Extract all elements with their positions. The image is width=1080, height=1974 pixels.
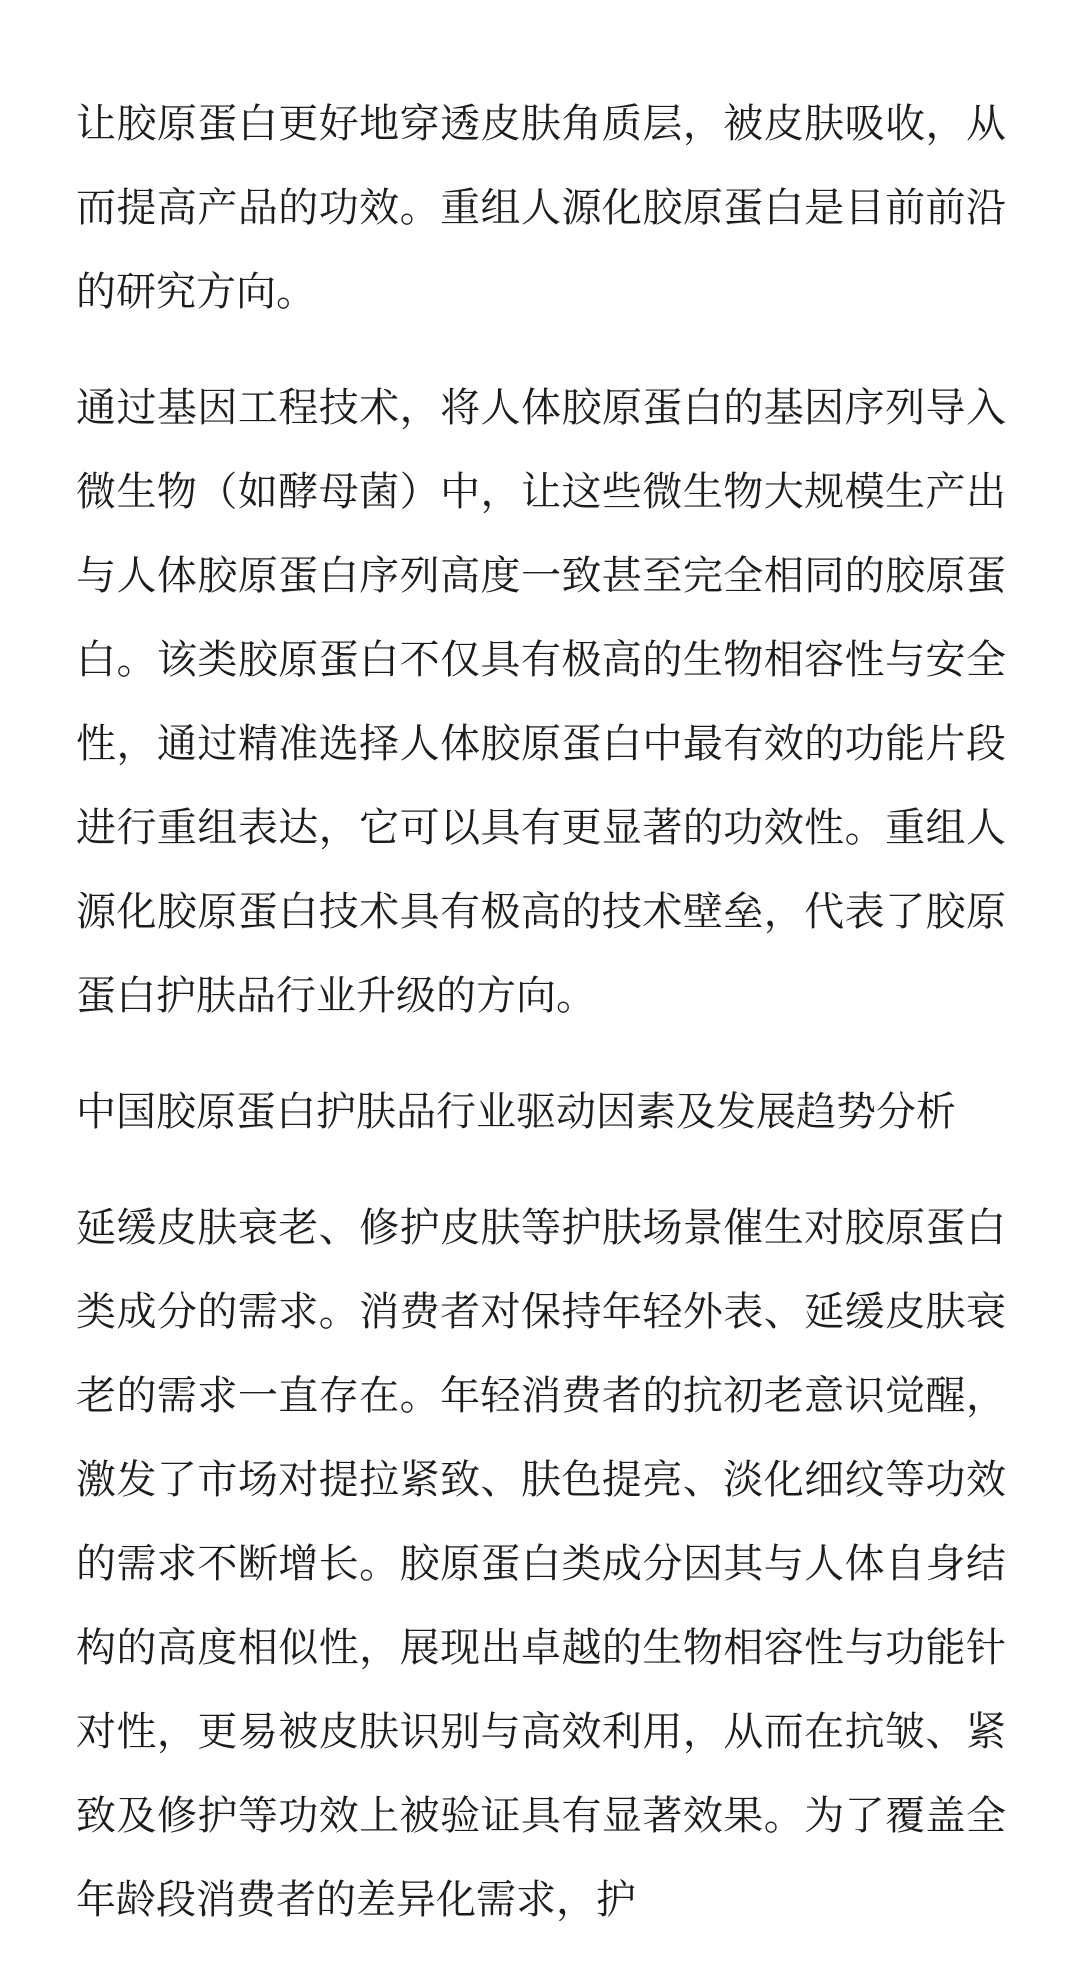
paragraph-drivers: 延缓皮肤衰老、修护皮肤等护肤场景催生对胶原蛋白类成分的需求。消费者对保持年轻外表、延缓皮肤衰老的需求一直存在。年轻消费者的抗初老意识觉醒，激发了市场对提拉紧致、肤色提亮、淡化细纹等功效的需求不断增长。胶原蛋白类成分因其与人体自身结构的高度相似性，展现出卓越的生物相容性与功能针对性，更易被皮肤识别与高效利用，从而在抗皱、紧致及修护等功效上被验证具有显著效果。为了覆盖全年龄段消费者的差异化需求，护 <box>76 1205 1006 1923</box>
article-body <box>76 82 1006 1974</box>
paragraph-intro: 让胶原蛋白更好地穿透皮肤角质层，被皮肤吸收，从而提高产品的功效。重组人源化胶原蛋白是目前前沿的研究方向。 <box>76 101 1006 315</box>
section-heading: 中国胶原蛋白护肤品行业驱动因素及发展趋势分析 <box>76 1089 956 1135</box>
paragraph-recombinant: 通过基因工程技术，将人体胶原蛋白的基因序列导入微生物（如酵母菌）中，让这些微生物大规模生产出与人体胶原蛋白序列高度一致甚至完全相同的胶原蛋白。该类胶原蛋白不仅具有极高的生物相容性与安全性，通过精准选择人体胶原蛋白中最有效的功能片段进行重组表达，它可以具有更显著的功效性。重组人源化胶原蛋白技术具有极高的技术壁垒，代表了胶原蛋白护肤品行业升级的方向。 <box>76 385 1006 1019</box>
